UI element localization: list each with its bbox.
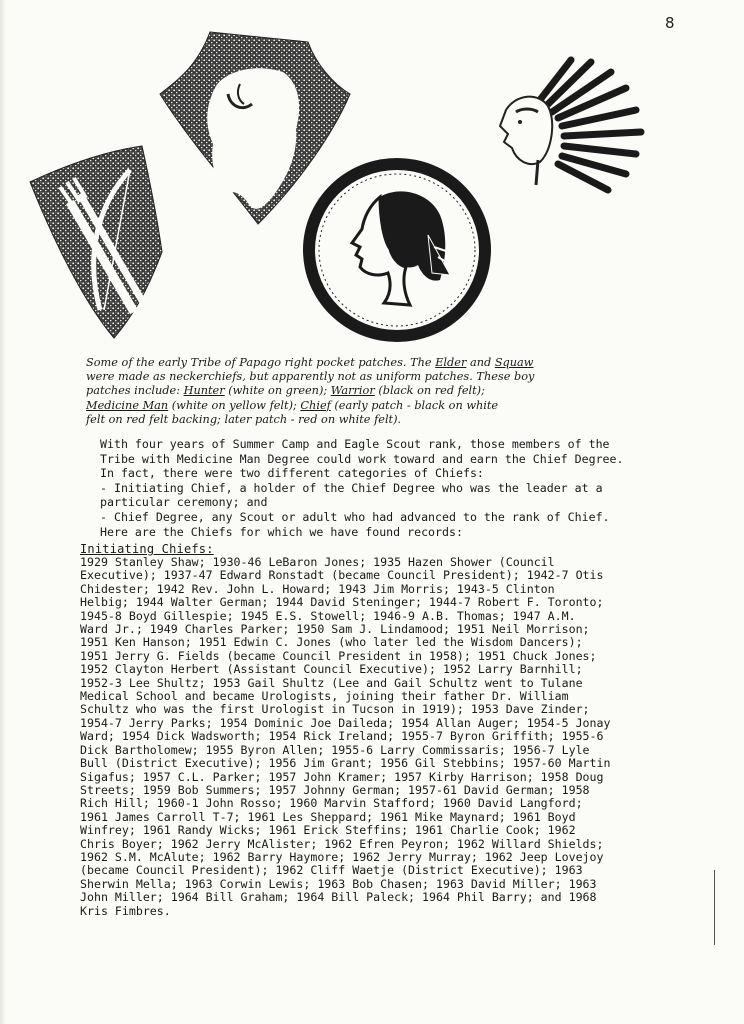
patch-caption: Some of the early Tribe of Papago right pocket patches. The Elder and Squaw were made as neckerchiefs, but apparently not as uniform patches. These boy patches include: Hunter (white on green); Warrior (black on red felt); Medicine Man (white on yellow felt); Chief (early patch - black on white felt on red felt backing; later patch - red on white felt). [86,356,535,426]
caption-chief: Chief [300,398,331,412]
section-heading-initiating-chiefs: Initiating Chiefs: [80,542,214,556]
caption-medicine-man: Medicine Man [86,398,169,412]
medicine-man-patch-icon [476,50,656,200]
scan-margin-line [714,870,715,945]
caption-elder: Elder [435,356,467,369]
caption-squaw: Squaw [494,356,534,369]
hunter-patch-icon [22,142,167,342]
intro-paragraph: With four years of Summer Camp and Eagle Scout rank, those members of the Tribe with Medicine Man Degree could work toward and earn the Chief Degree. In fact, there were two different categories of Chiefs: - Initiating Chief, a holder of the Chief Degree who was the leader at a particular ceremony; and - Chief Degree, any Scout or adult who had advanced to the rank of Chief. Here are the Chiefs for which we have found records: [100,437,624,539]
patch-illustrations [0,0,744,345]
page-number: 8 [665,14,675,32]
chief-patch-icon [300,155,495,345]
initiating-chiefs-list: 1929 Stanley Shaw; 1930-46 LeBaron Jones; 1935 Hazen Shower (Council Executive); 1937-47 Edward Ronstadt (became Council President); 1942-7 Otis Chidester; 1942 Rev. John L. Howard; 1943 Jim Morris; 1943-5 Clinton Helbig; 1944 Walter German; 1944 David Steninger; 1944-7 Robert F. Toronto; 1945-8 Boyd Gillespie; 1945 E.S. Stowell; 1946-9 A.B. Thomas; 1947 A.M. Ward Jr.; 1949 Charles Parker; 1950 Sam J. Lindamood; 1951 Neil Morrison; 1951 Ken Hanson; 1951 Edwin C. Jones (who later led the Wisdom Dancers); 1951 Jerry G. Fields (became Council President in 1958); 1951 Chuck Jones; 1952 Clayton Herbert (Assistant Council Executive); 1952 Larry Barnhill; 1952-3 Lee Shultz; 1953 Gail Shultz (Lee and Gail Schultz went to Tulane Medical School and became Urologists, joining their father Dr. William Schultz who was the first Urologist in Tucson in 1919); 1953 Dave Zinder; 1954-7 Jerry Parks; 1954 Dominic Joe Daileda; 1954 Allan Auger; 1954-5 Jonay Ward; 1954 Dick Wadsworth; 1954 Rick Ireland; 1955-7 Byron Griffith; 1955-6 Dick Bartholomew; 1955 Byron Allen; 1955-6 Larry Commissaris; 1956-7 Lyle Bull (District Executive); 1956 Jim Grant; 1956 Gil Stebbins; 1957-60 Martin Sigafus; 1957 C.L. Parker; 1957 John Kramer; 1957 Kirby Harrison; 1958 Doug Streets; 1959 Bob Summers; 1957 Johnny German; 1957-61 David German; 1958 Rich Hill; 1960-1 John Rosso; 1960 Marvin Stafford; 1960 David Langford; 1961 James Carroll T-7; 1961 Les Sheppard; 1961 Mike Maynard; 1961 Boyd Winfrey; 1961 Randy Wicks; 1961 Erick Steffins; 1961 Charlie Cook; 1962 Chris Boyer; 1962 Jerry McAlister; 1962 Efren Peyron; 1962 Willard Shields; 1962 S.M. McAlute; 1962 Barry Haymore; 1962 Jerry Murray; 1962 Jeep Lovejoy (became Council President); 1962 Cliff Waetje (District Executive); 1963 Sherwin Mella; 1963 Corwin Lewis; 1963 Bob Chasen; 1963 David Miller; 1963 John Miller; 1964 Bill Graham; 1964 Bill Paleck; 1964 Phil Barry; and 1968 Kris Fimbres. [80,555,611,918]
caption-hunter: Hunter [183,384,225,398]
caption-warrior: Warrior [330,384,375,398]
